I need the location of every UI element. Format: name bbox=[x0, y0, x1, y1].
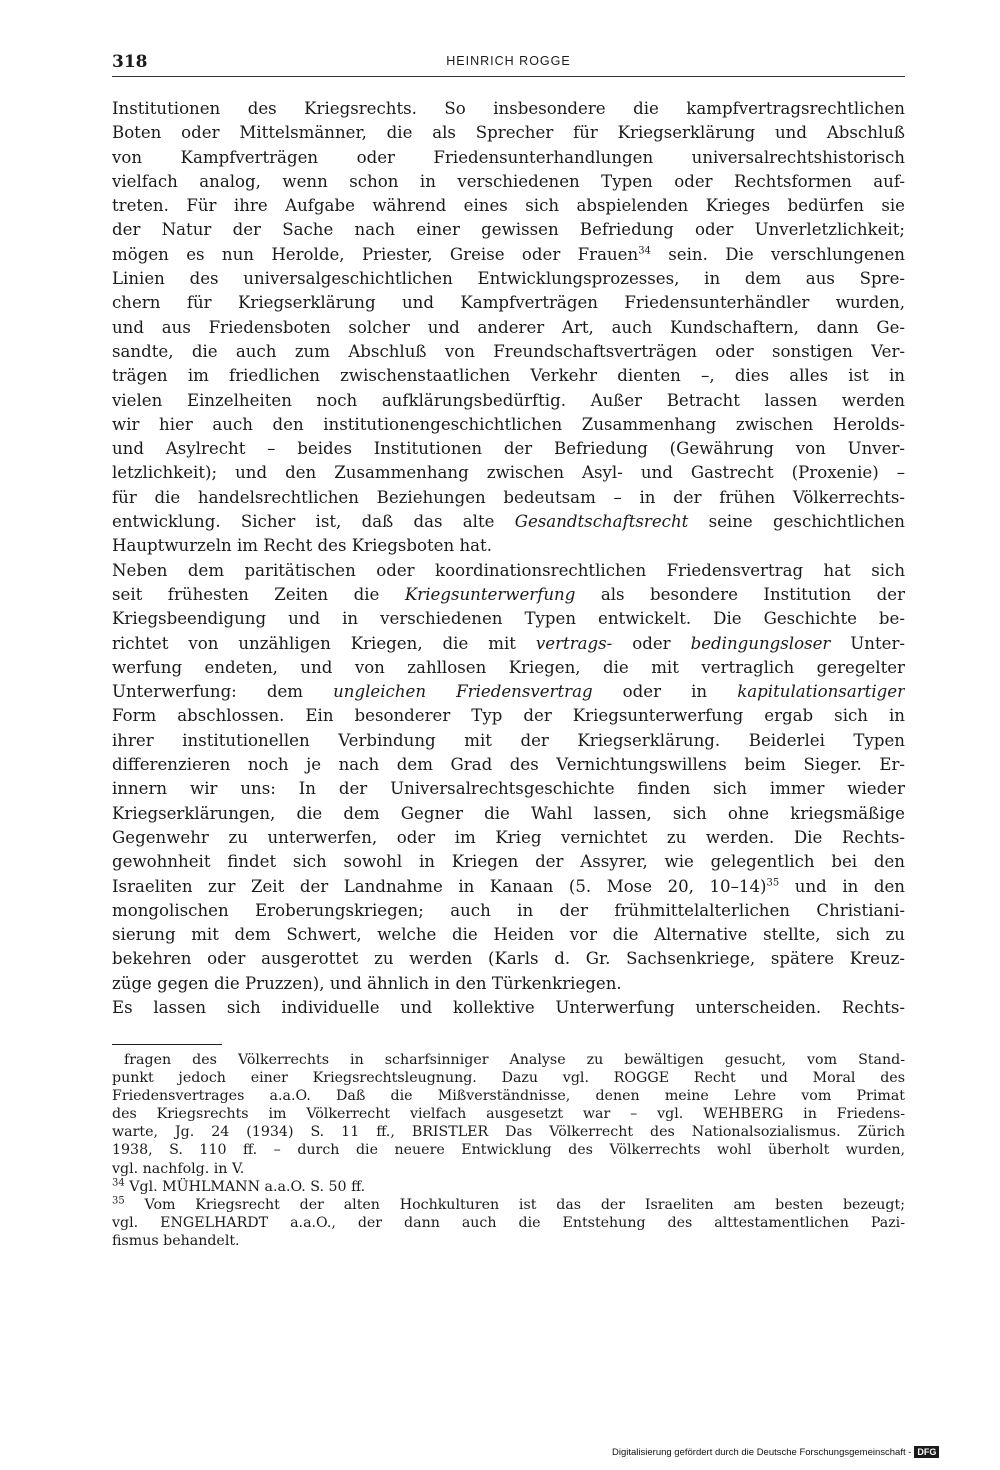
text-segment: Neben dem paritätischen oder koordinationsrechtlichen Friedensvertrag hat sich bbox=[112, 560, 905, 580]
italic-text: ungleichen Friedensvertrag bbox=[333, 682, 593, 702]
italic-text: Gesandtschaftsrecht bbox=[514, 512, 689, 532]
text-segment: letzlichkeit); und den Zusammenhang zwischen Asyl- und Gastrecht (Proxenie) – bbox=[112, 463, 905, 483]
footnote-number: 35 bbox=[112, 1195, 125, 1207]
text-segment: mongolischen Eroberungskriegen; auch in der frühmittelalterlichen Christiani- bbox=[112, 900, 905, 920]
text-segment: treten. Für ihre Aufgabe während eines sich abspielenden Krieges bedürfen sie bbox=[112, 196, 905, 216]
footnote-text: vgl. ENGELHARDT a.a.O., der dann auch die Entstehung des alttestamentlichen Pazi- bbox=[112, 1214, 905, 1231]
footnote-number: 34 bbox=[112, 1177, 125, 1188]
text-segment: differenzieren noch je nach dem Grad des Vernichtungswillens beim Sieger. Er- bbox=[112, 755, 905, 775]
text-line bbox=[112, 146, 905, 170]
text-segment: vielen Einzelheiten noch aufklärungsbedürftig. Außer Betracht lassen werden bbox=[112, 390, 905, 410]
italic-text: bedingungsloser bbox=[690, 633, 831, 653]
text-segment: innern wir uns: In der Universalrechtsgeschichte finden sich immer wieder bbox=[112, 779, 905, 799]
page-number: 318 bbox=[112, 52, 148, 72]
dfg-logo: DFG bbox=[914, 1446, 939, 1458]
text-segment: vielfach analog, wenn schon in verschiedenen Typen oder Rechtsformen auf- bbox=[112, 171, 905, 191]
footnote-line bbox=[112, 1141, 905, 1159]
footnote-line bbox=[112, 1160, 905, 1178]
text-segment: sein. Die verschlungenen bbox=[650, 244, 905, 264]
text-segment: werfung endeten, und von zahllosen Kriegen, die mit vertraglich geregelter bbox=[112, 657, 905, 677]
footnote-line bbox=[112, 1105, 905, 1123]
text-line bbox=[112, 461, 905, 485]
italic-text: kapitulationsartiger bbox=[737, 682, 905, 702]
text-line bbox=[112, 510, 905, 534]
text-segment: und in den bbox=[779, 876, 905, 896]
text-line bbox=[112, 777, 905, 801]
text-line bbox=[112, 97, 905, 121]
text-line bbox=[112, 996, 905, 1020]
text-segment: oder in bbox=[592, 682, 738, 702]
footnote-text: Vom Kriegsrecht der alten Hochkulturen ist das der Israeliten am besten bezeugt; bbox=[124, 1196, 905, 1213]
footnote-line bbox=[112, 1232, 905, 1250]
footnote-text: fragen des Völkerrechts in scharfsinniger Analyse zu bewältigen gesucht, vom Stand- bbox=[124, 1052, 905, 1068]
text-line bbox=[112, 802, 905, 826]
text-segment: und Asylrecht – beides Institutionen der Befriedung (Gewährung von Unver- bbox=[112, 439, 905, 459]
text-segment: Institutionen des Kriegsrechts. So insbesondere die kampfvertragsrechtlichen bbox=[112, 99, 905, 118]
footnote-line bbox=[112, 1087, 905, 1105]
text-line bbox=[112, 680, 905, 704]
text-segment: Boten oder Mittelsmänner, die als Sprecher für Kriegserklärung und Abschluß bbox=[112, 123, 905, 143]
text-segment: gewohnheit findet sich sowohl in Kriegen der Assyrer, wie gelegentlich bei den bbox=[112, 852, 905, 872]
page-header bbox=[112, 52, 905, 76]
text-segment: ihrer institutionellen Verbindung mit der Kriegserklärung. Beiderlei Typen bbox=[112, 730, 905, 750]
text-line bbox=[112, 972, 905, 996]
text-segment: bekehren oder ausgerottet zu werden (Karls d. Gr. Sachsenkriege, spätere Kreuz- bbox=[112, 949, 905, 969]
text-segment: seine geschichtlichen bbox=[688, 512, 905, 532]
digitization-credit bbox=[612, 1446, 939, 1460]
text-line bbox=[112, 656, 905, 680]
footnote-text: des Kriegsrechts im Völkerrecht vielfach ausgesetzt war – vgl. WEHBERG in Friedens- bbox=[112, 1106, 905, 1123]
footnote-text: Friedensvertrages a.a.O. Daß die Mißverständnisse, denen meine Lehre vom Primat bbox=[112, 1088, 905, 1105]
text-segment: der Natur der Sache nach einer gewissen Befriedung oder Unverletzlichkeit; bbox=[112, 220, 905, 240]
text-line bbox=[112, 170, 905, 194]
footnote-text: Vgl. MÜHLMANN a.a.O. S. 50 ff. bbox=[124, 1178, 366, 1195]
text-segment: Unter- bbox=[830, 633, 905, 653]
text-segment: als besondere Institution der bbox=[575, 584, 905, 604]
text-line bbox=[112, 899, 905, 923]
text-segment: seit frühesten Zeiten die bbox=[112, 584, 405, 604]
text-line bbox=[112, 486, 905, 510]
text-line bbox=[112, 607, 905, 631]
text-line bbox=[112, 243, 905, 267]
text-segment: für die handelsrechtlichen Beziehungen bedeutsam – in der frühen Völkerrechts- bbox=[112, 487, 905, 507]
footnote-ref: 35 bbox=[766, 876, 780, 888]
text-segment: Kriegsbeendigung und in verschiedenen Typen entwickelt. Die Geschichte be- bbox=[112, 609, 905, 629]
text-segment: und aus Friedensboten solcher und anderer Art, auch Kundschaftern, dann Ge- bbox=[112, 317, 905, 337]
footnote-text: fismus behandelt. bbox=[112, 1232, 240, 1249]
main-text bbox=[112, 97, 905, 1020]
text-line bbox=[112, 291, 905, 315]
text-line bbox=[112, 753, 905, 777]
text-segment: züge gegen die Pruzzen), und ähnlich in den Türkenkriegen. bbox=[112, 973, 622, 993]
text-segment: Unterwerfung: dem bbox=[112, 682, 334, 702]
footnote-line bbox=[112, 1069, 905, 1087]
text-segment: Linien des universalgeschichtlichen Entwicklungsprozesses, in dem aus Spre- bbox=[112, 269, 905, 289]
text-line bbox=[112, 437, 905, 461]
text-segment: Israeliten zur Zeit der Landnahme in Kanaan (5. Mose 20, 10–14) bbox=[112, 876, 767, 896]
footnote-ref: 34 bbox=[638, 245, 651, 257]
text-segment: oder bbox=[612, 633, 691, 653]
text-line bbox=[112, 704, 905, 728]
footnote-text: punkt jedoch einer Kriegsrechtsleugnung. Dazu vgl. ROGGE Recht und Moral des bbox=[112, 1070, 905, 1087]
text-line bbox=[112, 923, 905, 947]
text-line bbox=[112, 729, 905, 753]
text-segment: Form abschlossen. Ein besonderer Typ der Kriegsunterwerfung ergab sich in bbox=[112, 706, 905, 726]
text-segment: Gegenwehr zu unterwerfen, oder im Krieg vernichtet zu werden. Die Rechts- bbox=[112, 827, 905, 847]
text-segment: wir hier auch den institutionengeschichtlichen Zusammenhang zwischen Herolds- bbox=[112, 414, 905, 434]
footnote-text: warte, Jg. 24 (1934) S. 11 ff., BRISTLER Das Völkerrecht des Nationalsozialismus. Zürich bbox=[112, 1124, 905, 1141]
text-segment: chern für Kriegserklärung und Kampfverträgen Friedensunterhändler wurden, bbox=[112, 293, 905, 313]
text-segment: mögen es nun Herolde, Priester, Greise oder Frauen bbox=[112, 244, 639, 264]
text-line bbox=[112, 364, 905, 388]
text-segment: Es lassen sich individuelle und kollektive Unterwerfung unterscheiden. Rechts- bbox=[112, 997, 905, 1017]
text-line bbox=[112, 534, 905, 558]
footnote-line bbox=[112, 1051, 905, 1069]
italic-text: vertrags- bbox=[535, 633, 613, 653]
text-line bbox=[112, 583, 905, 607]
text-line bbox=[112, 267, 905, 291]
text-segment: entwicklung. Sicher ist, daß das alte bbox=[112, 512, 515, 532]
text-segment: von Kampfverträgen oder Friedensunterhandlungen universalrechtshistorisch bbox=[112, 147, 905, 167]
footnote-text: 1938, S. 110 ff. – durch die neuere Entwicklung des Völkerrechts wohl überholt wurden, bbox=[112, 1142, 905, 1159]
text-line bbox=[112, 194, 905, 218]
text-line bbox=[112, 875, 905, 899]
text-line bbox=[112, 826, 905, 850]
text-segment: Kriegserklärungen, die dem Gegner die Wahl lassen, sich ohne kriegsmäßige bbox=[112, 803, 905, 823]
text-line bbox=[112, 389, 905, 413]
footnote-line bbox=[112, 1196, 905, 1214]
footnote-line bbox=[112, 1214, 905, 1232]
text-line bbox=[112, 947, 905, 971]
text-line bbox=[112, 559, 905, 583]
credit-text: Digitalisierung gefördert durch die Deutsche Forschungsgemeinschaft - bbox=[612, 1447, 912, 1458]
header-rule bbox=[112, 76, 905, 77]
footnote-rule bbox=[112, 1044, 222, 1045]
footnote-text: vgl. nachfolg. in V. bbox=[112, 1160, 245, 1177]
footnote-line bbox=[112, 1178, 905, 1196]
text-segment: trägen im friedlichen zwischenstaatlichen Verkehr dienten –, dies alles ist in bbox=[112, 366, 905, 386]
text-segment: sandte, die auch zum Abschluß von Freundschaftsverträgen oder sonstigen Ver- bbox=[112, 341, 905, 361]
text-line bbox=[112, 850, 905, 874]
text-segment: richtet von unzähligen Kriegen, die mit bbox=[112, 633, 536, 653]
running-head: HEINRICH ROGGE bbox=[446, 54, 571, 68]
text-line bbox=[112, 316, 905, 340]
footnote-line bbox=[112, 1123, 905, 1141]
text-line bbox=[112, 632, 905, 656]
text-line bbox=[112, 218, 905, 242]
italic-text: Kriegsunterwerfung bbox=[404, 584, 576, 604]
footnotes bbox=[112, 1051, 905, 1250]
text-line bbox=[112, 340, 905, 364]
text-segment: Hauptwurzeln im Recht des Kriegsboten hat. bbox=[112, 536, 492, 556]
text-line bbox=[112, 413, 905, 437]
text-segment: sierung mit dem Schwert, welche die Heiden vor die Alternative stellte, sich zu bbox=[112, 925, 905, 945]
text-line bbox=[112, 121, 905, 145]
